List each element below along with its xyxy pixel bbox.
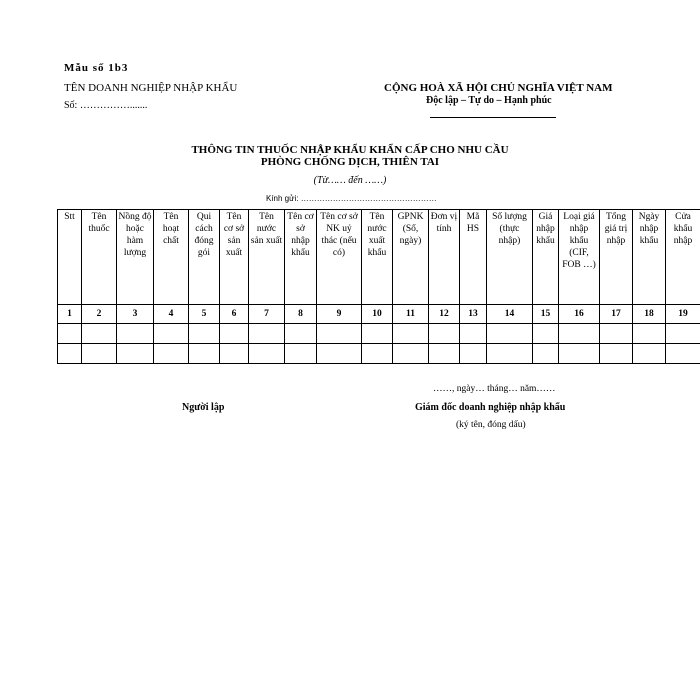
preparer-label: Người lập [182,402,225,413]
column-number: 3 [117,305,154,324]
signature-note: (ký tên, đóng dấu) [456,420,526,430]
column-number: 2 [82,305,117,324]
column-number: 6 [220,305,249,324]
reporting-period: (Từ…… đến ……) [313,175,387,186]
column-number: 1 [58,305,82,324]
column-header: Mã HS [460,210,487,305]
column-header: Giá nhập khẩu [533,210,559,305]
table-row [58,344,700,364]
import-info-table [57,209,700,364]
column-header: Đơn vị tính [429,210,460,305]
column-number: 18 [633,305,666,324]
column-number: 15 [533,305,559,324]
column-number: 7 [249,305,285,324]
signature-date: ……, ngày… tháng… năm…… [433,384,556,394]
director-label: Giám đốc doanh nghiệp nhập khẩu [415,402,566,413]
form-code: Mẫu số 1b3 [64,62,129,74]
column-number: 12 [429,305,460,324]
column-number: 19 [666,305,700,324]
column-header: Tổng giá trị nhập [600,210,633,305]
motto-underline [430,117,556,118]
column-header: Cửa khẩu nhập [666,210,700,305]
column-header: Tên nước xuất khẩu [362,210,393,305]
table-row [58,324,700,344]
column-header: Nồng độ hoặc hàm lượng [117,210,154,305]
form-title-line-2: PHÒNG CHỐNG DỊCH, THIÊN TAI [260,156,440,168]
column-header: Stt [58,210,82,305]
column-header: Tên thuốc [82,210,117,305]
column-number: 8 [285,305,317,324]
form-title [0,144,700,168]
recipient-line: Kính gửi: …………………………………………… [266,194,437,203]
column-number: 10 [362,305,393,324]
company-name: TÊN DOANH NGHIỆP NHẬP KHẨU [64,82,238,94]
national-title: CỘNG HOÀ XÃ HỘI CHỦ NGHĨA VIỆT NAM [384,82,613,94]
column-number: 4 [154,305,189,324]
column-number: 16 [559,305,600,324]
document-number: Số: ……………....... [64,100,148,111]
column-number: 14 [487,305,533,324]
column-header: Loại giá nhập khẩu (CIF, FOB …) [559,210,600,305]
column-number-row [58,305,700,324]
column-number: 9 [317,305,362,324]
column-number: 13 [460,305,487,324]
column-header: Tên nước sản xuất [249,210,285,305]
column-header: Tên cơ sở nhập khẩu [285,210,317,305]
table-header-row [58,210,700,305]
column-header: Tên cơ sở sản xuất [220,210,249,305]
column-header: Tên cơ sở NK uỷ thác (nếu có) [317,210,362,305]
form-title-line-1: THÔNG TIN THUỐC NHẬP KHẨU KHẨN CẤP CHO NHU CẦU [191,144,509,156]
national-motto: Độc lập – Tự do – Hạnh phúc [426,95,552,106]
column-number: 11 [393,305,429,324]
column-number: 5 [189,305,220,324]
column-header: Ngày nhập khẩu [633,210,666,305]
column-header: Số lượng (thực nhập) [487,210,533,305]
column-number: 17 [600,305,633,324]
column-header: GPNK (Số, ngày) [393,210,429,305]
column-header: Qui cách đóng gói [189,210,220,305]
column-header: Tên hoạt chất [154,210,189,305]
